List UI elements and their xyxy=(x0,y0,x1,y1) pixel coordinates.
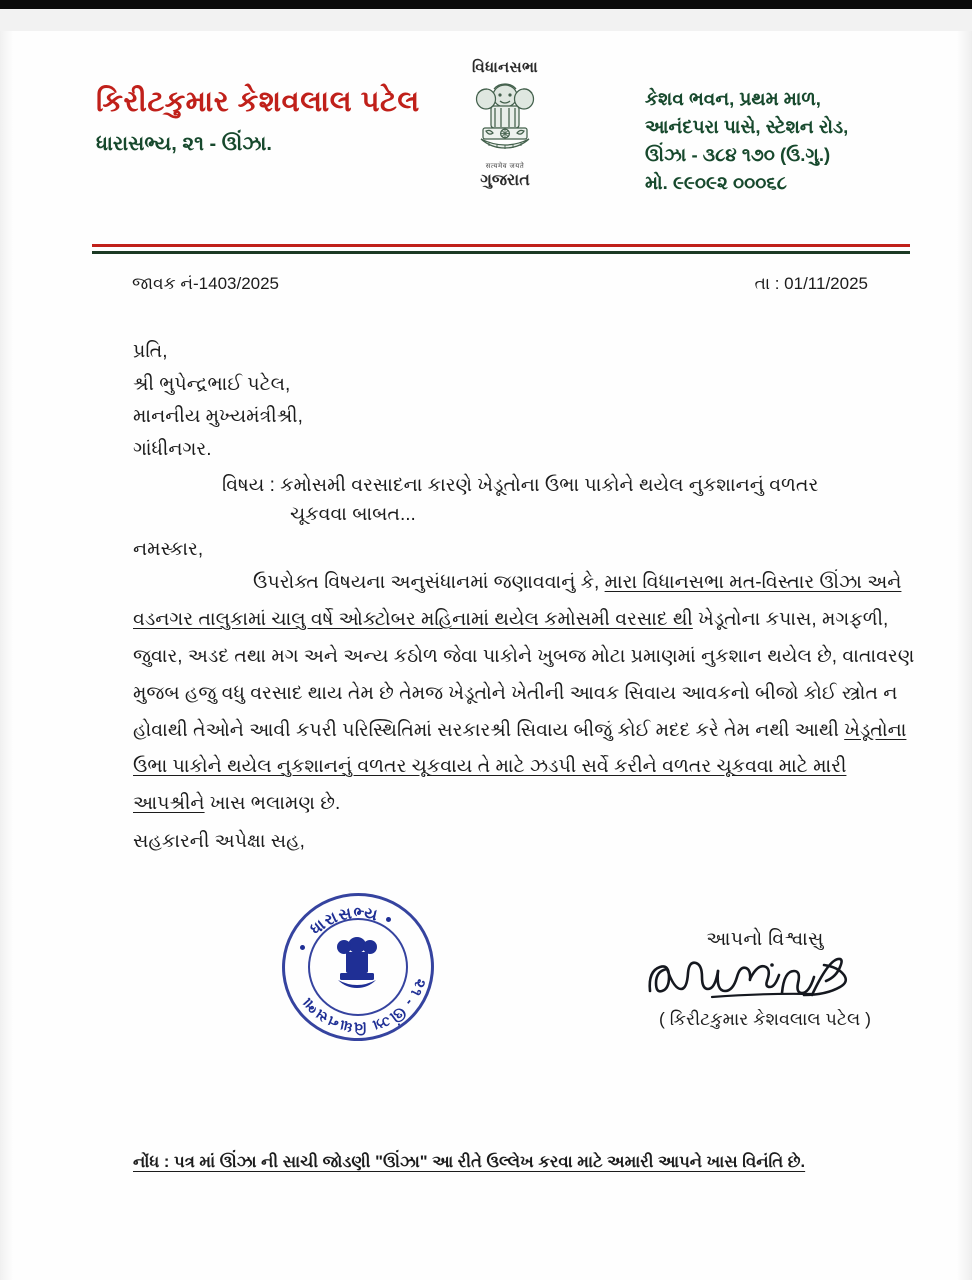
letterhead-left-block xyxy=(96,87,426,156)
footer-note-block xyxy=(133,1153,893,1172)
official-round-stamp xyxy=(282,893,434,1041)
letterhead xyxy=(0,59,972,219)
signature-block xyxy=(600,929,930,1030)
letterhead-address-block xyxy=(645,85,945,197)
stamp-center-emblem-icon xyxy=(332,933,382,995)
header-divider-red xyxy=(92,244,910,247)
body-line-2-underlined: વડનગર તાલુકામાં ચાલુ વર્ષે ઓક્ટોબર મહિનામાં થયેલ કમોસમી વરસાદ થી xyxy=(133,608,693,630)
mla-name: કિરીટકુમાર કેશવલાલ પટેલ xyxy=(96,86,420,118)
body-line-2 xyxy=(133,606,889,635)
address-line-3: ઊંઝા - ૩૮૪ ૧૭૦ (ઉ.ગુ.) xyxy=(645,144,831,166)
letter-page xyxy=(0,31,972,1280)
body-line-5 xyxy=(133,717,907,746)
address-line-1: કેશવ ભવન, પ્રથમ માળ, xyxy=(645,88,821,109)
address-phone: મો. ૯૯૦૯૨ ૦૦૦૬૮ xyxy=(645,172,787,194)
footer-note-text: નોંધ : પત્ર માં ઊંઝા ની સાચી જોડણી "ઊંઝા" આ રીતે ઉલ્લેખ કરવા માટે અમારી આપને ખાસ વિનંતિ છે. xyxy=(133,1153,806,1171)
svg-text:૨૧ - ઊંઝા વિધાનસભા: ૨૧ - ઊંઝા વિધાનસભા xyxy=(299,976,429,1035)
letter-meta-row xyxy=(132,274,868,294)
subject-line-1: વિષય : કમોસમી વરસાદના કારણે ખેડૂતોના ઉભા પાકોને થયેલ નુકશાનનું વળતર xyxy=(222,475,819,496)
addressee-line-2: શ્રી ભુપેન્દ્રભાઈ પટેલ, xyxy=(133,373,291,395)
body-line-7-plain: ખાસ ભલામણ છે. xyxy=(204,793,341,815)
body-line-6-underlined: ઉભા પાકોને થયેલ નુકશાનનું વળતર ચૂકવાય તે માટે ઝડપી સર્વે કરીને વળતર ચૂકવવા માટે મારી xyxy=(133,756,847,778)
signature-salutation: આપનો વિશ્વાસુ xyxy=(706,929,824,950)
letter-date: તા : 01/11/2025 xyxy=(754,274,868,293)
ashoka-lion-capital-icon xyxy=(469,78,541,164)
body-line-7 xyxy=(133,790,866,819)
emblem-motto: सत्यमेव जयते xyxy=(485,163,525,170)
signatory-name: ( કિરીટકુમાર કેશવલાલ પટેલ ) xyxy=(659,1009,871,1029)
body-line-5-plain: હોવાથી તેઓને આવી કપરી પરિસ્થિતિમાં સરકારશ્રી સિવાય બીજું કોઈ મદદ કરે તેમ નથી આથી xyxy=(133,719,845,741)
svg-text:ધારાસભ્ય: ધારાસભ્ય xyxy=(307,904,381,939)
gujarat-vidhansabha-emblem xyxy=(440,59,570,190)
body-line-3: જુવાર, અડદ તથા મગ અને અન્ય કઠોળ જેવા પાકોને ખુબજ મોટા પ્રમાણમાં નુકશાન થયેલ છે, વાતાવરણ xyxy=(133,645,915,667)
addressee-line-1: પ્રતિ, xyxy=(133,341,168,362)
body-line-2-plain: ખેડૂતોના કપાસ, મગફળી, xyxy=(692,608,889,630)
emblem-top-label: વિધાનસભા xyxy=(472,59,538,76)
header-divider-dark xyxy=(92,251,910,254)
body-line-6 xyxy=(133,753,866,782)
mla-role: ધારાસભ્ય, ૨૧ - ઊંઝા. xyxy=(96,132,272,155)
salutation: નમસ્કાર, xyxy=(133,539,204,560)
addressee-block xyxy=(133,336,633,467)
body-line-1 xyxy=(133,569,902,598)
subject-line-2: ચૂકવવા બાબત... xyxy=(290,504,416,526)
body-line-4: મુજબ હજુ વધુ વરસાદ થાય તેમ છે તેમજ ખેડૂતોને ખેતીની આવક સિવાય આવકનો બીજો કોઈ સ્ત્રોત ન xyxy=(133,682,898,704)
scan-top-black-bar xyxy=(0,0,972,9)
handwritten-signature-icon xyxy=(640,951,890,1007)
emblem-bottom-label: ગુજરાત xyxy=(480,172,530,189)
body-line-5-underlined: ખેડૂતોના xyxy=(844,719,907,741)
subject-block xyxy=(132,471,872,530)
scan-grey-strip xyxy=(0,9,972,31)
address-line-2: આનંદપરા પાસે, સ્ટેશન રોડ, xyxy=(645,116,849,138)
letter-body xyxy=(133,569,915,827)
addressee-line-3: માનનીય મુખ્યમંત્રીશ્રી, xyxy=(133,406,303,428)
addressee-line-4: ગાંધીનગર. xyxy=(133,439,212,461)
closing-line: સહકારની અપેક્ષા સહ, xyxy=(133,831,305,852)
body-line-1-underlined: મારા વિધાનસભા મત-વિસ્તાર ઊંઝા અને xyxy=(604,572,902,593)
body-line-1-plain: ઉપરોક્ત વિષયના અનુસંધાનમાં જણાવવાનું કે, xyxy=(253,572,605,593)
body-line-7-underlined: આપશ્રીને xyxy=(133,793,205,815)
outward-number: જાવક નં-1403/2025 xyxy=(132,274,280,293)
